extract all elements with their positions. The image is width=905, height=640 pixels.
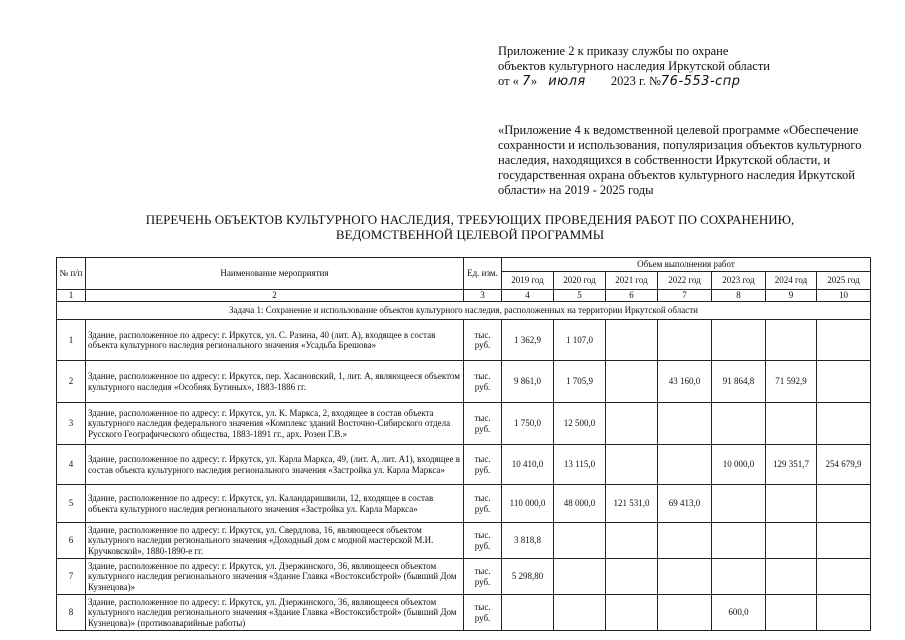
row-number: 1 bbox=[57, 320, 86, 361]
row-value: 43 160,0 bbox=[658, 361, 712, 403]
row-number: 4 bbox=[57, 445, 86, 485]
row-number: 3 bbox=[57, 403, 86, 445]
row-name: Здание, расположенное по адресу: г. Иркутск, пер. Хасановский, 1, лит. А, являющееся объектом культурного наследия «Особняк Бутиных», 1883-1886 гг. bbox=[86, 361, 464, 403]
table-row bbox=[57, 445, 871, 485]
row-value bbox=[606, 523, 658, 559]
row-value: 129 351,7 bbox=[766, 445, 817, 485]
row-name: Здание, расположенное по адресу: г. Иркутск, ул. Дзержинского, 36, являющееся объектом культурного наследия регионального значения «Здание Главка «Востоксибстрой» (бывший Дом Кузнецова)» bbox=[86, 559, 464, 595]
date-month: июля bbox=[548, 74, 586, 89]
row-name: Здание, расположенное по адресу: г. Иркутск, ул. Каландаришвили, 12, входящее в состав объекта культурного наследия регионального значения «Застройка ул. Карла Маркса» bbox=[86, 485, 464, 523]
row-value bbox=[658, 320, 712, 361]
row-value bbox=[766, 523, 817, 559]
row-value bbox=[712, 320, 766, 361]
row-value bbox=[817, 559, 871, 595]
header-num: № п/п bbox=[57, 258, 86, 290]
row-value bbox=[606, 403, 658, 445]
row-value: 10 410,0 bbox=[502, 445, 554, 485]
header-year: 2019 год bbox=[502, 272, 554, 290]
header-year: 2022 год bbox=[658, 272, 712, 290]
table-row bbox=[57, 559, 871, 595]
row-value bbox=[554, 523, 606, 559]
row-number: 6 bbox=[57, 523, 86, 559]
table-row bbox=[57, 403, 871, 445]
row-value bbox=[817, 403, 871, 445]
header-year: 2021 год bbox=[606, 272, 658, 290]
table-row bbox=[57, 361, 871, 403]
row-number: 8 bbox=[57, 595, 86, 631]
column-number: 1 bbox=[57, 290, 86, 302]
table-row bbox=[57, 595, 871, 631]
row-value: 1 107,0 bbox=[554, 320, 606, 361]
program-reference: «Приложение 4 к ведомственной целевой программе «Обеспечение сохранности и использования, популяризация объектов культурного наследия, находящихся в собственности Иркутской области, и государственная охрана объектов культурного наследия Иркутской области» на 2019 - 2025 годы bbox=[498, 123, 862, 197]
row-value bbox=[606, 595, 658, 631]
row-value bbox=[766, 485, 817, 523]
column-number: 2 bbox=[86, 290, 464, 302]
row-value bbox=[766, 320, 817, 361]
row-value: 69 413,0 bbox=[658, 485, 712, 523]
title-line-2: ВЕДОМСТВЕННОЙ ЦЕЛЕВОЙ ПРОГРАММЫ bbox=[335, 227, 605, 242]
row-number: 7 bbox=[57, 559, 86, 595]
row-value bbox=[658, 595, 712, 631]
row-value: 9 861,0 bbox=[502, 361, 554, 403]
header-unit: Ед. изм. bbox=[464, 258, 502, 290]
appendix-line-1: Приложение 2 к приказу службы по охране bbox=[498, 44, 729, 58]
header-year: 2023 год bbox=[712, 272, 766, 290]
row-value: 110 000,0 bbox=[502, 485, 554, 523]
table-row bbox=[57, 523, 871, 559]
row-value bbox=[766, 559, 817, 595]
appendix-date-line bbox=[498, 74, 898, 89]
order-number: 76-553-спр bbox=[660, 74, 741, 89]
row-value: 1 750,0 bbox=[502, 403, 554, 445]
row-value: 600,0 bbox=[712, 595, 766, 631]
row-value: 12 500,0 bbox=[554, 403, 606, 445]
row-unit: тыс. руб. bbox=[464, 595, 502, 631]
title-line-1: ПЕРЕЧЕНЬ ОБЪЕКТОВ КУЛЬТУРНОГО НАСЛЕДИЯ, ТРЕБУЮЩИХ ПРОВЕДЕНИЯ РАБОТ ПО СОХРАНЕНИЮ, bbox=[145, 212, 795, 227]
row-value: 13 115,0 bbox=[554, 445, 606, 485]
row-value bbox=[817, 595, 871, 631]
row-value bbox=[658, 523, 712, 559]
row-value bbox=[554, 595, 606, 631]
row-value bbox=[658, 559, 712, 595]
date-sep: » bbox=[530, 74, 538, 88]
task-row: Задача 1: Сохранение и использование объектов культурного наследия, расположенных на территории Иркутской области bbox=[57, 302, 871, 320]
column-number: 7 bbox=[658, 290, 712, 302]
row-unit: тыс. руб. bbox=[464, 559, 502, 595]
row-value: 91 864,8 bbox=[712, 361, 766, 403]
row-value: 1 705,9 bbox=[554, 361, 606, 403]
row-number: 2 bbox=[57, 361, 86, 403]
header-name: Наименование мероприятия bbox=[86, 258, 464, 290]
row-value bbox=[554, 559, 606, 595]
header-year: 2024 год bbox=[766, 272, 817, 290]
row-value bbox=[712, 403, 766, 445]
row-value bbox=[766, 403, 817, 445]
row-value: 48 000,0 bbox=[554, 485, 606, 523]
row-value: 10 000,0 bbox=[712, 445, 766, 485]
row-value bbox=[712, 523, 766, 559]
row-value: 3 818,8 bbox=[502, 523, 554, 559]
row-value bbox=[606, 559, 658, 595]
column-number: 8 bbox=[712, 290, 766, 302]
row-value bbox=[817, 320, 871, 361]
row-unit: тыс. руб. bbox=[464, 523, 502, 559]
row-unit: тыс. руб. bbox=[464, 485, 502, 523]
row-value bbox=[712, 485, 766, 523]
row-value bbox=[817, 523, 871, 559]
header-year: 2025 год bbox=[817, 272, 871, 290]
works-table bbox=[56, 257, 871, 631]
row-value bbox=[658, 403, 712, 445]
row-number: 5 bbox=[57, 485, 86, 523]
row-value bbox=[502, 595, 554, 631]
column-number: 5 bbox=[554, 290, 606, 302]
row-value bbox=[658, 445, 712, 485]
row-value: 5 298,80 bbox=[502, 559, 554, 595]
row-value bbox=[606, 445, 658, 485]
row-name: Здание, расположенное по адресу: г. Иркутск, ул. К. Маркса, 2, входящее в состав объекта культурного наследия федерального значения «Комплекс зданий Восточно-Сибирского отдела Русского Географического общества, 1883-1891 гг., арх. Розен Г.В.» bbox=[86, 403, 464, 445]
row-value: 1 362,9 bbox=[502, 320, 554, 361]
row-unit: тыс. руб. bbox=[464, 361, 502, 403]
row-name: Здание, расположенное по адресу: г. Иркутск, ул. Свердлова, 16, являющееся объектом культурного наследия регионального значения «Доходный дом с модной мастерской М.И. Кручковской», 1880-1890-е гг. bbox=[86, 523, 464, 559]
table-row bbox=[57, 485, 871, 523]
row-value: 121 531,0 bbox=[606, 485, 658, 523]
header-volume: Объем выполнения работ bbox=[502, 258, 871, 272]
appendix-line-2: объектов культурного наследия Иркутской области bbox=[498, 59, 770, 73]
column-number: 9 bbox=[766, 290, 817, 302]
table-row bbox=[57, 320, 871, 361]
date-year: 2023 г. № bbox=[610, 74, 661, 88]
column-number: 3 bbox=[464, 290, 502, 302]
row-unit: тыс. руб. bbox=[464, 320, 502, 361]
row-name: Здание, расположенное по адресу: г. Иркутск, ул. Карла Маркса, 49, (лит. А, лит. А1), входящее в состав объекта культурного наследия регионального значения «Застройка ул. Карла Маркса» bbox=[86, 445, 464, 485]
row-value bbox=[606, 320, 658, 361]
row-name: Здание, расположенное по адресу: г. Иркутск, ул. С. Разина, 40 (лит. А), входящее в состав объекта культурного наследия регионального значения «Усадьба Брешова» bbox=[86, 320, 464, 361]
row-value bbox=[712, 559, 766, 595]
date-day: 7 bbox=[522, 74, 531, 89]
row-value: 254 679,9 bbox=[817, 445, 871, 485]
row-value bbox=[817, 361, 871, 403]
row-unit: тыс. руб. bbox=[464, 445, 502, 485]
row-value bbox=[606, 361, 658, 403]
row-value bbox=[766, 595, 817, 631]
appendix-header bbox=[498, 44, 898, 89]
column-number: 4 bbox=[502, 290, 554, 302]
column-number: 6 bbox=[606, 290, 658, 302]
column-number: 10 bbox=[817, 290, 871, 302]
row-name: Здание, расположенное по адресу: г. Иркутск, ул. Дзержинского, 36, являющееся объектом культурного наследия регионального значения «Здание Главка «Востоксибстрой» (бывший Дом Кузнецова)» (противоаварийные работы) bbox=[86, 595, 464, 631]
header-year: 2020 год bbox=[554, 272, 606, 290]
document-title bbox=[60, 212, 880, 242]
date-prefix: от « bbox=[498, 74, 519, 88]
row-unit: тыс. руб. bbox=[464, 403, 502, 445]
row-value bbox=[817, 485, 871, 523]
row-value: 71 592,9 bbox=[766, 361, 817, 403]
